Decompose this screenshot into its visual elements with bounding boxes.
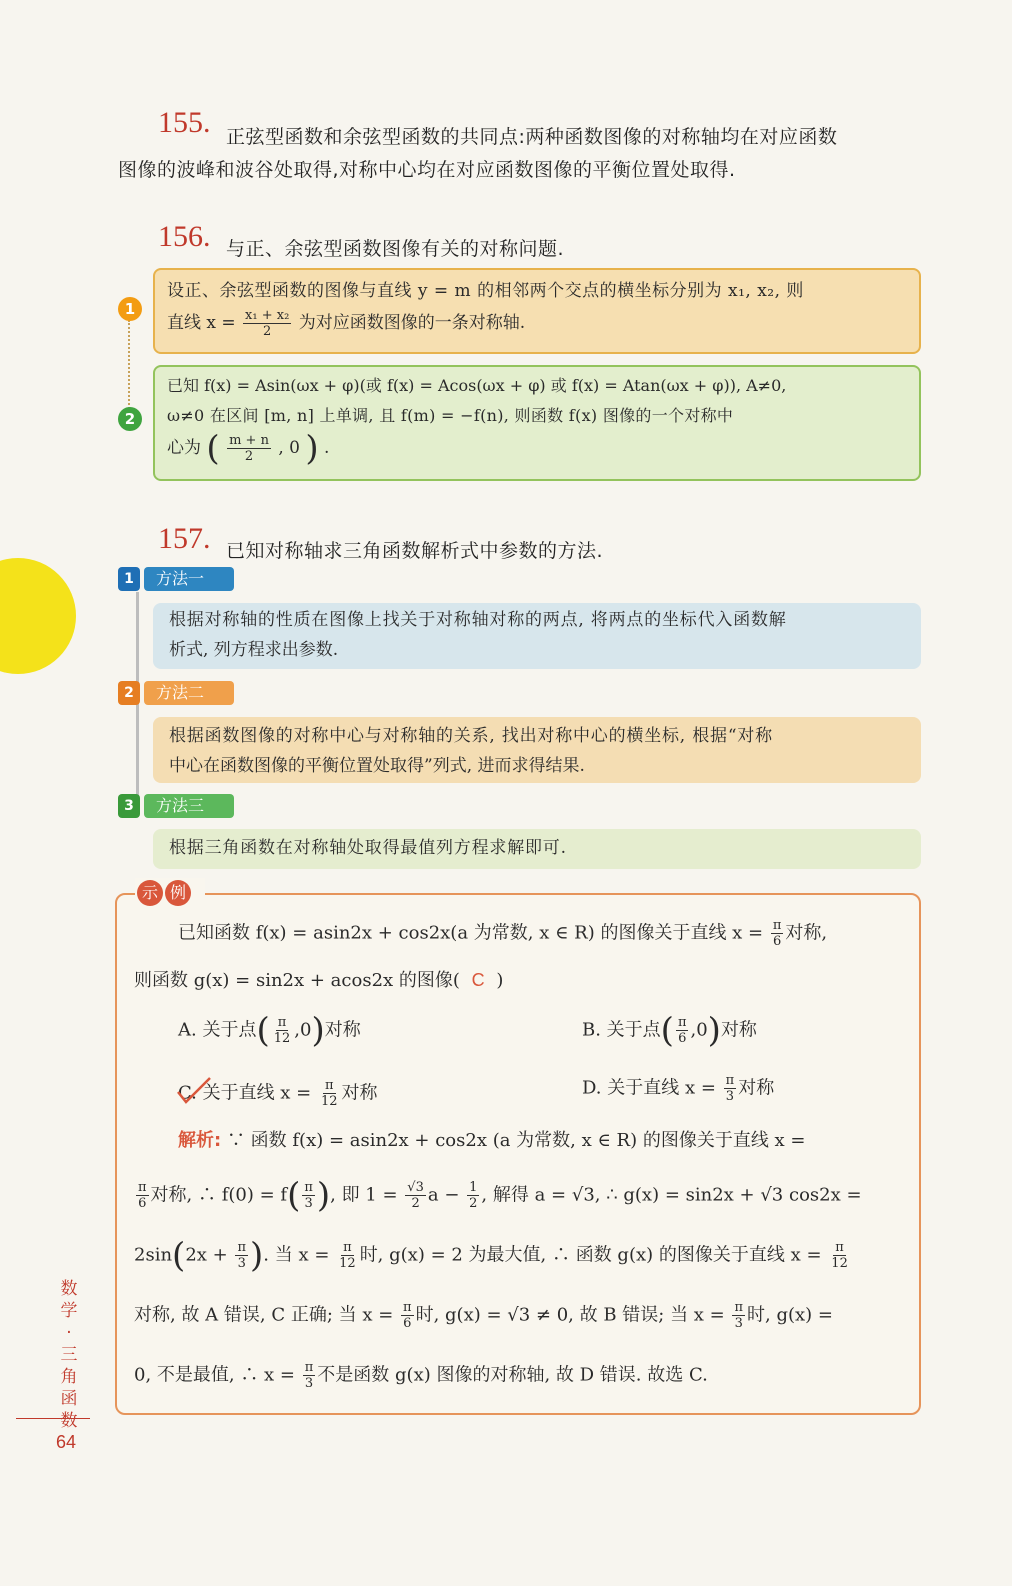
decor-yellow-disc: [0, 558, 76, 674]
method-badge: 2: [118, 681, 140, 705]
rule-text: .: [324, 438, 330, 458]
solution-line4: [134, 1300, 833, 1331]
option-text: A. 关于点: [178, 1019, 257, 1041]
method-label: 方法一: [144, 567, 234, 591]
rule-text-line1: 已知 f(x) = Asin(ωx + φ)(或 f(x) = Acos(ωx + φ) 或 f(x) = Atan(ωx + φ)), A≠0,: [167, 376, 787, 395]
badge-2: 2: [118, 407, 142, 431]
solution-text: . 当 x =: [263, 1244, 330, 1266]
fraction: $\frac{\pi}{12}$: [831, 1240, 848, 1271]
solution-line3: [134, 1235, 852, 1276]
fraction: $\frac{1}{2}$: [469, 1180, 478, 1211]
rule-text-line3: [167, 428, 907, 469]
solution-text: 2sin: [134, 1244, 173, 1266]
option-text: D. 关于直线 x =: [582, 1077, 716, 1099]
chapter-label: 数学·三角函数: [60, 1279, 78, 1431]
question-text: ): [496, 970, 504, 991]
option-text: 对称: [341, 1082, 378, 1104]
fraction: $\frac{\pi}{12}$: [321, 1078, 338, 1109]
method-label: 方法三: [144, 794, 234, 818]
fraction: $\frac{\pi}{6}$: [772, 918, 782, 949]
fraction: $\frac{\pi}{3}$: [725, 1073, 735, 1104]
option-text: ,0: [294, 1019, 312, 1041]
paren-left: (: [206, 428, 220, 469]
fraction: $\frac{\pi}{3}$: [304, 1360, 314, 1391]
solution-text: 对称, ∴ f(0) = f: [150, 1184, 288, 1206]
question-line1: [178, 918, 827, 949]
rule-text: , 0: [278, 438, 300, 458]
method-text-line2: 析式, 列方程求出参数.: [169, 640, 339, 660]
section-number: 155.: [158, 106, 211, 139]
paren-right: ): [316, 1175, 331, 1216]
paren-right: ): [707, 1010, 721, 1051]
rule-text: 直线 x =: [167, 313, 236, 333]
solution-text: , 即 1 =: [330, 1184, 398, 1206]
example-tag-char: 例: [165, 880, 191, 906]
rule-box-2: [153, 365, 921, 481]
rule-text: 为对应函数图像的一条对称轴.: [298, 313, 526, 333]
fraction: $\frac{\pi}{3}$: [237, 1240, 247, 1271]
method-badge: 3: [118, 794, 140, 818]
question-line2: [134, 966, 503, 995]
check-mark-icon: [176, 1076, 212, 1106]
question-text: 则函数 g(x) = sin2x + acos2x 的图像(: [134, 970, 460, 991]
answer-mark: C: [471, 970, 485, 990]
paren-left: (: [256, 1010, 270, 1051]
method-box-2: [153, 717, 921, 783]
paren-right: ): [311, 1010, 325, 1051]
fraction: $\frac{\pi}{3}$: [304, 1180, 313, 1211]
method-label: 方法二: [144, 681, 234, 705]
option-text: 对称: [324, 1019, 361, 1041]
page-number: 64: [56, 1432, 77, 1452]
question-text: 对称,: [785, 922, 828, 944]
option-text: 对称: [738, 1077, 775, 1099]
solution-text: 不是函数 g(x) 图像的对称轴, 故 D 错误. 故选 C.: [317, 1364, 708, 1386]
solution-text: a −: [427, 1184, 460, 1206]
method-text-line1: 根据对称轴的性质在图像上找关于对称轴对称的两点, 将两点的坐标代入函数解: [169, 610, 787, 630]
solution-line5: [134, 1360, 708, 1391]
badge-1: 1: [118, 297, 142, 321]
rule-box-1: [153, 268, 921, 354]
solution-text: 2x +: [185, 1244, 228, 1266]
option-text: C. 关于直线 x =: [178, 1082, 312, 1104]
section-number: 156.: [158, 220, 211, 253]
fraction: $\frac{m + n}{2}$: [229, 433, 269, 464]
fraction: $\frac{\pi}{12}$: [273, 1015, 291, 1046]
solution-text: 对称, 故 A 错误, C 正确; 当 x =: [134, 1304, 394, 1326]
connector-dotted: [128, 320, 130, 412]
solution-text: 时, g(x) = √3 ≠ 0, 故 B 错误; 当 x =: [415, 1304, 725, 1326]
rule-text-line1: 设正、余弦型函数的图像与直线 y = m 的相邻两个交点的横坐标分别为 x₁, x₂, 则: [167, 281, 804, 301]
solution-text: 时, g(x) =: [747, 1304, 833, 1326]
fraction: $\frac{\text{x₁ + x₂}}{2}$: [245, 308, 290, 339]
paren-left: (: [660, 1010, 674, 1051]
method-text-line1: 根据函数图像的对称中心与对称轴的关系, 找出对称中心的横坐标, 根据“对称: [169, 726, 773, 746]
rule-text: 心为: [167, 438, 201, 458]
section-title: 与正、余弦型函数图像有关的对称问题.: [226, 238, 565, 260]
paren-right: ): [305, 428, 319, 469]
paren-right: ): [250, 1235, 264, 1276]
side-rule: [16, 1418, 90, 1419]
solution-label: 解析:: [178, 1130, 222, 1151]
solution-text: 时, g(x) = 2 为最大值, ∴ 函数 g(x) 的图像关于直线 x =: [359, 1244, 822, 1266]
section-text-line1: 正弦型函数和余弦型函数的共同点:两种函数图像的对称轴均在对应函数: [226, 126, 838, 148]
fraction: $\frac{\pi}{12}$: [339, 1240, 356, 1271]
method-box-1: [153, 603, 921, 669]
option-text: B. 关于点: [582, 1019, 661, 1041]
example-tag: [135, 878, 205, 908]
solution-line2: [134, 1175, 862, 1216]
fraction: $\frac{\pi}{6}$: [138, 1180, 147, 1211]
section-title: 已知对称轴求三角函数解析式中参数的方法.: [226, 540, 604, 562]
method-box-3: [153, 829, 921, 869]
paren-left: (: [287, 1175, 301, 1216]
fraction: $\frac{\pi}{6}$: [403, 1300, 412, 1331]
option-text: 对称: [720, 1019, 757, 1041]
fraction: $\frac{\pi}{6}$: [677, 1015, 687, 1046]
solution-text: 0, 不是最值, ∴ x =: [134, 1364, 296, 1386]
section-number: 157.: [158, 522, 211, 555]
question-text: 已知函数 f(x) = asin2x + cos2x(a 为常数, x ∈ R) 的图像关于直线 x =: [178, 922, 764, 944]
method-badge: 1: [118, 567, 140, 591]
solution-line1: [178, 1127, 806, 1155]
example-tag-char: 示: [137, 880, 163, 906]
fraction: $\frac{√3}{2}$: [407, 1180, 424, 1211]
method-text-line1: 根据三角函数在对称轴处取得最值列方程求解即可.: [169, 838, 567, 858]
rule-text-line2: [167, 308, 907, 339]
rule-text-line2: ω≠0 在区间 [m, n] 上单调, 且 f(m) = −f(n), 则函数 f(x) 图像的一个对称中: [167, 406, 734, 425]
option-text: ,0: [690, 1019, 708, 1041]
paren-left: (: [172, 1235, 186, 1276]
option-d: [582, 1073, 774, 1104]
solution-text: ∵ 函数 f(x) = asin2x + cos2x (a 为常数, x ∈ R) 的图像关于直线 x =: [226, 1130, 806, 1151]
section-text-line2: 图像的波峰和波谷处取得,对称中心均在对应函数图像的平衡位置处取得.: [118, 159, 736, 181]
fraction: $\frac{\pi}{3}$: [734, 1300, 744, 1331]
option-b: [582, 1010, 757, 1051]
solution-text: , 解得 a = √3, ∴ g(x) = sin2x + √3 cos2x =: [481, 1184, 862, 1206]
method-text-line2: 中心在函数图像的平衡位置处取得”列式, 进而求得结果.: [169, 756, 585, 776]
option-a: [178, 1010, 361, 1051]
